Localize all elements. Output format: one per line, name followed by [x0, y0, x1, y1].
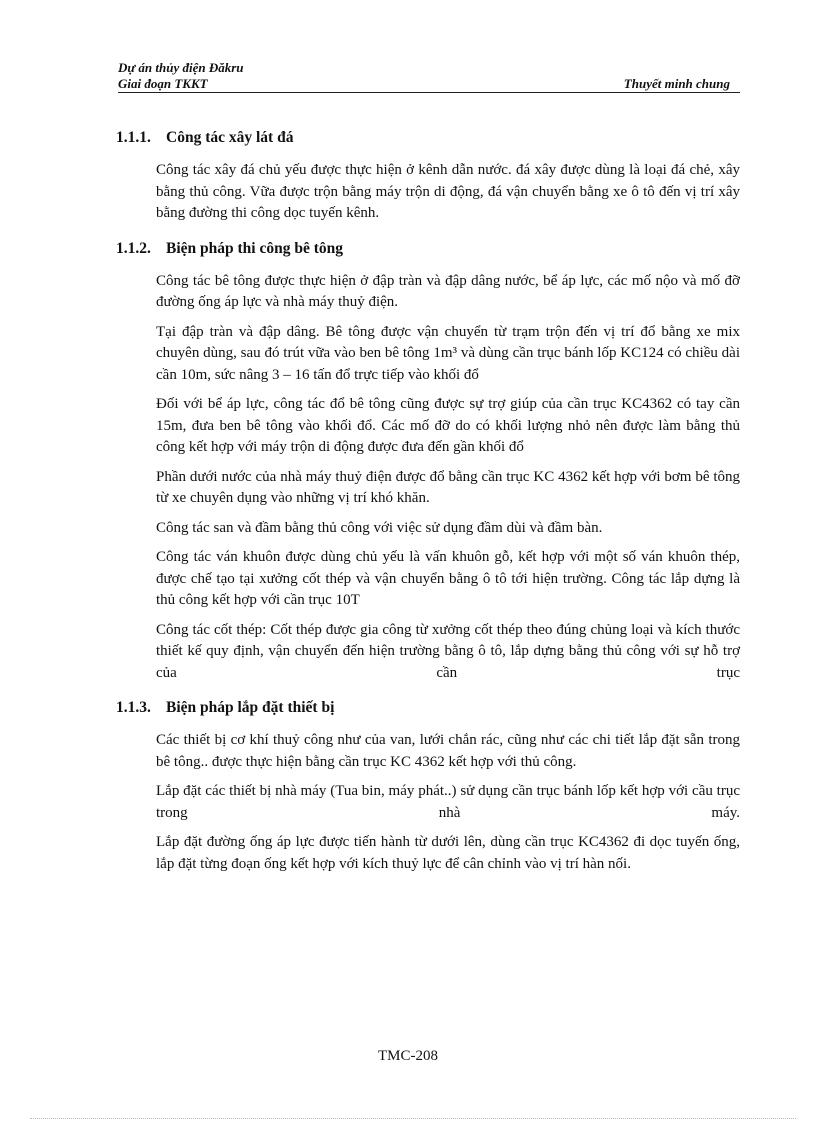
- paragraph: Công tác ván khuôn được dùng chủ yếu là vấn khuôn gỗ, kết hợp với một số ván khuôn thép, được chế tạo tại xưởng cốt thép và vận chuyển bằng ô tô tới hiện trường. Công tác lắp dựng là thủ công kết hợp với cần trục 10T: [156, 549, 740, 608]
- page-code: TMC-208: [378, 1048, 438, 1064]
- document-body: [116, 128, 740, 889]
- page-footer: [0, 1048, 816, 1065]
- section-title: Biện pháp thi công bê tông: [166, 239, 344, 257]
- paragraph: Lắp đặt đường ống áp lực được tiến hành từ dưới lên, dùng cần trục KC4362 đi dọc tuyến ống, lắp đặt từng đoạn ống kết hợp với kích thuỷ lực để cân chỉnh vào vị trí hàn nối.: [156, 834, 740, 872]
- header-stage: Giai đoạn TKKT: [118, 76, 208, 91]
- section-1-1-3: [116, 698, 740, 875]
- section-number: 1.1.3.: [116, 699, 151, 716]
- section-1-1-2: [116, 239, 740, 685]
- paragraph: Phần dưới nước của nhà máy thuỷ điện được đổ bằng cần trục KC 4362 kết hợp với bơm bê tông từ xe chuyên dụng vào những vị trí khó khăn.: [156, 468, 740, 506]
- paragraph: Lắp đặt các thiết bị nhà máy (Tua bin, máy phát..) sử dụng cần trục bánh lốp kết hợp với cầu trục trong nhà máy.: [156, 783, 740, 821]
- paragraph: Đối với bể áp lực, công tác đổ bê tông cũng được sự trợ giúp của cần trục KC4362 có tay cần 15m, đưa ben bê tông vào khối đổ. Các mố đỡ do có khối lượng nhỏ nên được làm bằng thủ công kết hợp với máy trộn di động được đưa đến gần khối đổ: [156, 396, 740, 455]
- section-1-1-1: [116, 128, 740, 225]
- section-number: 1.1.2.: [116, 239, 151, 257]
- section-heading: [116, 239, 740, 259]
- page-header: [118, 58, 740, 93]
- paragraph: Công tác san và đầm bằng thủ công với việc sử dụng đầm dùi và đầm bàn.: [156, 519, 603, 536]
- paragraph: Công tác xây đá chủ yếu được thực hiện ở kênh dẫn nước. đá xây được dùng là loại đá chẻ, xây bằng thủ công. Vữa được trộn bằng máy trộn di động, đá vận chuyển bằng xe ô tô đến vị trí xây bằng đường thi công dọc tuyến kênh.: [156, 162, 740, 221]
- section-number: 1.1.1.: [116, 129, 151, 146]
- paragraph: Tại đập tràn và đập dâng. Bê tông được vận chuyển từ trạm trộn đến vị trí đổ bằng xe mix chuyên dùng, sau đó trút vữa vào ben bê tông 1m³ và dùng cần trục bánh lốp KC124 có chiều dài cần 10m, sức nâng 3 – 16 tấn đổ trực tiếp vào khối đổ: [156, 323, 740, 383]
- paragraph: Các thiết bị cơ khí thuỷ công như của van, lưới chắn rác, cũng như các chi tiết lắp đặt sẵn trong bê tông.. được thực hiện bằng cần trục KC 4362 kết hợp với thủ công.: [156, 732, 740, 770]
- header-project: Dự án thủy điện Đăkru: [118, 60, 244, 75]
- header-doc-title: Thuyết minh chung: [623, 76, 730, 91]
- paragraph: Công tác bê tông được thực hiện ở đập tràn và đập dâng nước, bể áp lực, các mố nộo và mố đỡ đường ống áp lực và nhà máy thuỷ điện.: [156, 272, 740, 310]
- section-heading: [116, 698, 740, 718]
- paragraph: Công tác cốt thép: Cốt thép được gia công từ xưởng cốt thép theo đúng chủng loại và kích thước thiết kế quy định, vận chuyển đến hiện trường bằng ô tô, lắp dựng bằng thủ công với sự hỗ trợ của cần trục: [156, 621, 740, 681]
- section-title: Biện pháp lắp đặt thiết bị: [166, 699, 335, 716]
- section-heading: [116, 128, 740, 148]
- page-bottom-divider: [30, 1118, 796, 1119]
- section-title: Công tác xây lát đá: [166, 129, 294, 146]
